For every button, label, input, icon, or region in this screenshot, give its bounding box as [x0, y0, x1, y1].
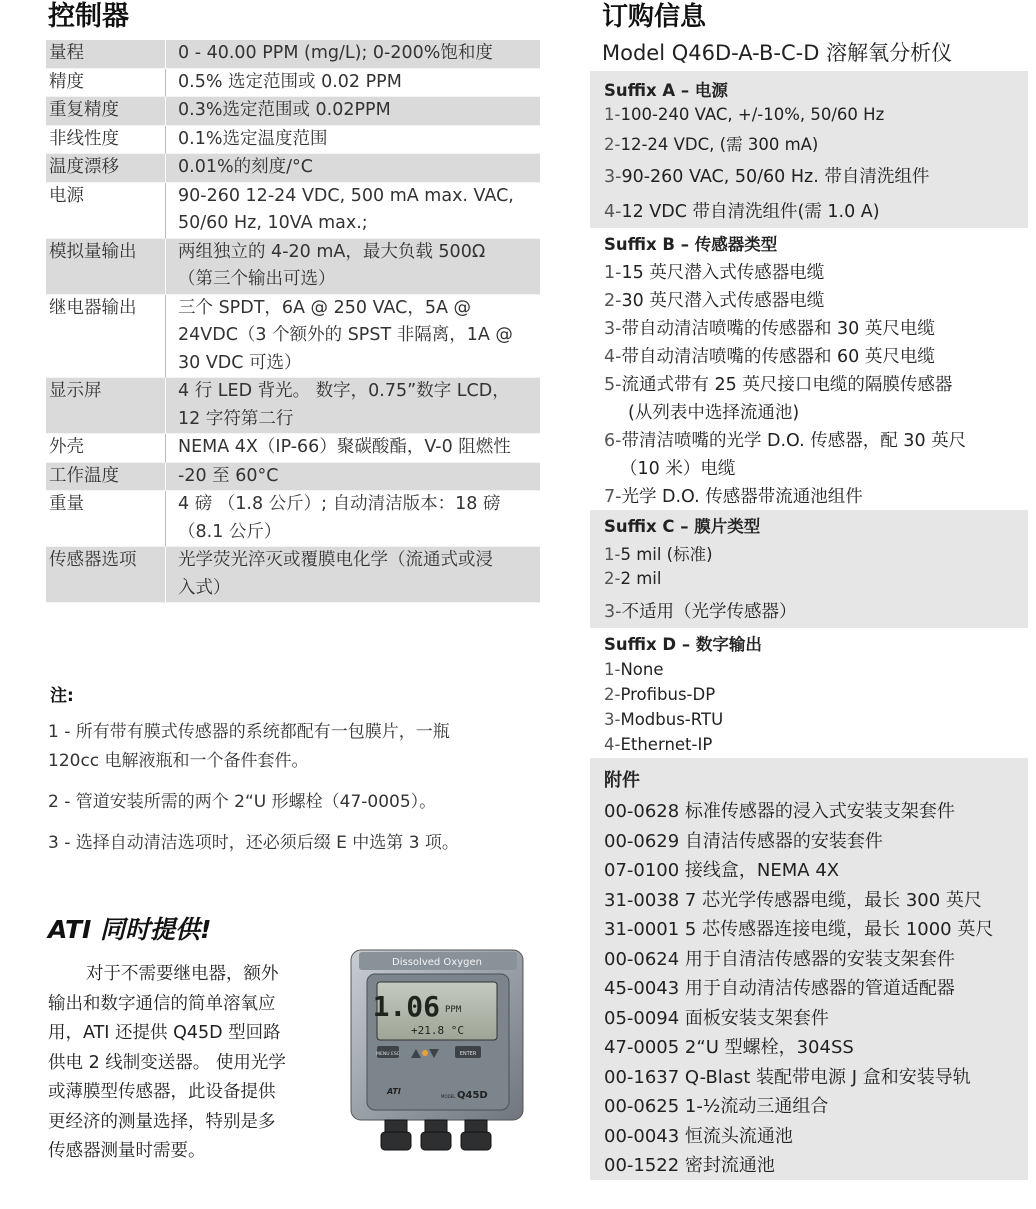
note-item: 2 - 管道安装所需的两个 2“U 形螺栓（47-0005）。: [48, 792, 437, 812]
spec-value: 90-260 12-24 VDC, 500 mA max. VAC, 50/60 Hz, 10VA max.;: [166, 183, 540, 239]
list-item: 4-带自动清洁喷嘴的传感器和 60 英尺电缆: [604, 347, 935, 367]
spec-value: 4 行 LED 背光。 数字，0.75”数字 LCD， 12 字符第二行: [166, 378, 540, 434]
accessory-item: 31-0001 5 芯传感器连接电缆，最长 1000 英尺: [604, 919, 994, 940]
accessory-item: 00-0625 1-½流动三通组合: [604, 1096, 829, 1117]
ati-description: 对于不需要继电器，额外 输出和数字通信的简单溶氧应 用，ATI 还提供 Q45D 型回路 供电 2 线制变送器。 使用光学 或薄膜型传感器，此设备提供 更经济的测量选择，特别是多 传感器测量时需要。: [48, 964, 286, 1161]
accessory-item: 00-0629 自清洁传感器的安装套件: [604, 831, 883, 852]
accessory-item: 00-0624 用于自清洁传感器的安装支架套件: [604, 949, 955, 970]
list-item: （10 米）电缆: [620, 459, 736, 479]
spec-row: [46, 126, 540, 155]
accessory-item: 00-1637 Q-Blast 装配带电源 J 盒和安装导轨: [604, 1067, 971, 1088]
list-item: 4-12 VDC 带自清洗组件(需 1.0 A): [604, 202, 880, 222]
list-item: 7-光学 D.O. 传感器带流通池组件: [604, 487, 863, 507]
device-reading: 1.06: [372, 990, 440, 1023]
suffix-d-section: [590, 628, 1028, 758]
list-item: 2-2 mil: [604, 569, 662, 588]
suffix-b-section: [590, 228, 1028, 510]
controller-title: 控制器: [48, 1, 129, 32]
list-item: 2-30 英尺潜入式传感器电缆: [604, 291, 825, 311]
list-item: 1-100-240 VAC, +/-10%, 50/60 Hz: [604, 105, 885, 124]
accessory-item: 07-0100 接线盒，NEMA 4X: [604, 860, 840, 881]
list-item: 1-15 英尺潜入式传感器电缆: [604, 263, 825, 283]
note-item: 1 - 所有带有膜式传感器的系统都配有一包膜片，一瓶 120cc 电解液瓶和一个备件套件。: [48, 722, 450, 771]
device-model-prefix: MODEL: [441, 1094, 456, 1099]
device-unit: PPM: [445, 1005, 462, 1015]
spec-row: [46, 154, 540, 183]
spec-row: [46, 547, 540, 603]
spec-table: [46, 40, 540, 603]
ordering-title: 订购信息: [602, 2, 707, 32]
spec-row: [46, 378, 540, 434]
accessories-heading: 附件: [604, 770, 640, 791]
spec-value: 4 磅 （1.8 公斤）; 自动清洁版本：18 磅 （8.1 公斤）: [166, 491, 540, 547]
suffix-c-heading: Suffix C – 膜片类型: [604, 517, 761, 536]
accessory-item: 00-1522 密封流通池: [604, 1155, 775, 1176]
accessory-item: 31-0038 7 芯光学传感器电缆，最长 300 英尺: [604, 890, 982, 911]
accessory-item: 05-0094 面板安装支架套件: [604, 1008, 829, 1029]
list-item: 3-Modbus-RTU: [604, 710, 724, 729]
spec-value: 0 - 40.00 PPM (mg/L); 0-200%饱和度: [166, 40, 540, 69]
accessory-item: 45-0043 用于自动清洁传感器的管道适配器: [604, 978, 955, 999]
spec-row: [46, 295, 540, 379]
spec-row: [46, 183, 540, 239]
list-item: 4-Ethernet-IP: [604, 735, 713, 754]
spec-key: 模拟量输出: [46, 239, 166, 295]
spec-key: 温度漂移: [46, 154, 166, 183]
spec-row: [46, 463, 540, 492]
list-item: 3-90-260 VAC, 50/60 Hz. 带自清洗组件: [604, 167, 930, 187]
spec-value: 0.01%的刻度/°C: [166, 154, 540, 183]
list-item: 3-不适用（光学传感器）: [604, 602, 797, 622]
spec-value: 0.5% 选定范围或 0.02 PPM: [166, 69, 540, 98]
spec-key: 继电器输出: [46, 295, 166, 379]
accessory-item: 47-0005 2“U 型螺栓，304SS: [604, 1037, 854, 1058]
spec-key: 重量: [46, 491, 166, 547]
list-item: 1-5 mil (标准): [604, 545, 713, 564]
list-item: 2-12-24 VDC, (需 300 mA): [604, 135, 819, 154]
spec-key: 精度: [46, 69, 166, 98]
spec-key: 传感器选项: [46, 547, 166, 603]
spec-key: 工作温度: [46, 463, 166, 492]
suffix-a-heading: Suffix A – 电源: [604, 81, 728, 100]
notes-title: 注:: [50, 686, 74, 706]
spec-row: [46, 434, 540, 463]
list-item: 3-带自动清洁喷嘴的传感器和 30 英尺电缆: [604, 319, 935, 339]
spec-value: -20 至 60°C: [166, 463, 540, 492]
device-model: Q45D: [457, 1090, 488, 1101]
list-item: 2-Profibus-DP: [604, 685, 716, 704]
spec-key: 外壳: [46, 434, 166, 463]
list-item: 5-流通式带有 25 英尺接口电缆的隔膜传感器: [604, 375, 953, 395]
device-menu-button: MENU ESC: [376, 1052, 400, 1057]
accessory-item: 00-0043 恒流头流通池: [604, 1126, 793, 1147]
spec-value: 三个 SPDT，6A @ 250 VAC，5A @ 24VDC（3 个额外的 SPST 非隔离，1A @ 30 VDC 可选）: [166, 295, 540, 379]
device-label: Dissolved Oxygen: [392, 957, 482, 968]
spec-key: 电源: [46, 183, 166, 239]
suffix-c-section: [590, 510, 1028, 628]
list-item: 1-None: [604, 660, 664, 679]
spec-key: 重复精度: [46, 97, 166, 126]
list-item: (从列表中选择流通池): [628, 403, 800, 423]
spec-row: [46, 239, 540, 295]
suffix-b-heading: Suffix B – 传感器类型: [604, 235, 778, 254]
spec-row: [46, 69, 540, 98]
spec-key: 显示屏: [46, 378, 166, 434]
accessory-item: 00-0628 标准传感器的浸入式安装支架套件: [604, 801, 955, 822]
spec-value: 0.1%选定温度范围: [166, 126, 540, 155]
note-item: 3 - 选择自动清洁选项时，还必须后缀 E 中选第 3 项。: [48, 833, 459, 853]
device-enter-button: ENTER: [459, 1051, 477, 1057]
model-subtitle: Model Q46D-A-B-C-D 溶解氧分析仪: [602, 41, 953, 65]
spec-value: 光学荧光淬灭或覆膜电化学（流通式或浸 入式）: [166, 547, 540, 603]
list-item: 6-带清洁喷嘴的光学 D.O. 传感器，配 30 英尺: [604, 431, 967, 451]
suffix-d-heading: Suffix D – 数字输出: [604, 635, 762, 654]
spec-value: NEMA 4X（IP-66）聚碳酸酯，V-0 阻燃性: [166, 434, 540, 463]
device-temperature: +21.8 °C: [411, 1024, 464, 1037]
spec-key: 量程: [46, 40, 166, 69]
spec-row: [46, 491, 540, 547]
spec-row: [46, 40, 540, 69]
spec-row: [46, 97, 540, 126]
spec-value: 两组独立的 4-20 mA，最大负载 500Ω （第三个输出可选）: [166, 239, 540, 295]
spec-value: 0.3%选定范围或 0.02PPM: [166, 97, 540, 126]
ati-logo: ATI: [387, 1087, 401, 1096]
q45d-device-image: [345, 946, 529, 1154]
spec-key: 非线性度: [46, 126, 166, 155]
suffix-a-section: [590, 71, 1028, 228]
ati-also-offers-title: ATI 同时提供!: [48, 915, 212, 944]
